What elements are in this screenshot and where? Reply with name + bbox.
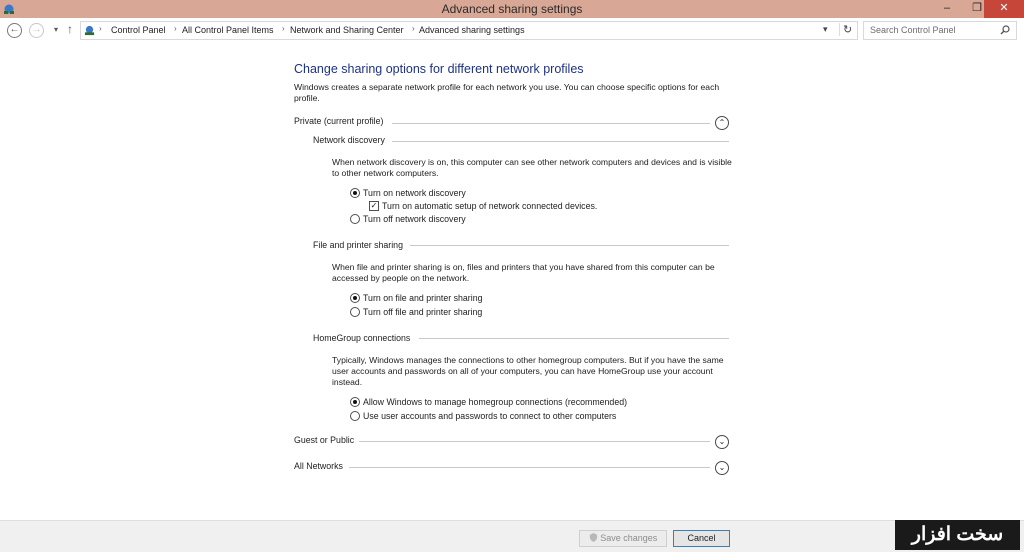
file-sharing-off-label[interactable]: Turn off file and printer sharing <box>363 307 483 317</box>
chevron-down-icon[interactable]: ⌄ <box>715 461 729 475</box>
breadcrumb-network-sharing-center[interactable]: Network and Sharing Center <box>290 25 404 35</box>
homegroup-allow-radio[interactable] <box>350 397 360 407</box>
breadcrumb-separator[interactable]: › <box>412 24 415 33</box>
chevron-up-icon[interactable]: ⌃ <box>715 116 729 130</box>
divider <box>359 441 710 442</box>
maximize-button[interactable]: ❐ <box>972 2 982 14</box>
homegroup-user-label[interactable]: Use user accounts and passwords to connect to other computers <box>363 411 617 421</box>
file-sharing-title: File and printer sharing <box>313 240 403 250</box>
chevron-down-icon[interactable]: ⌄ <box>715 435 729 449</box>
save-changes-button[interactable] <box>579 530 667 547</box>
control-panel-icon <box>84 25 95 36</box>
cancel-button[interactable]: Cancel <box>673 530 730 547</box>
address-bar[interactable] <box>80 21 858 40</box>
guest-public-label[interactable]: Guest or Public <box>294 435 355 445</box>
file-sharing-on-label[interactable]: Turn on file and printer sharing <box>363 293 483 303</box>
shield-icon <box>589 533 598 542</box>
bottom-button-bar <box>0 520 1024 552</box>
all-networks-label[interactable]: All Networks <box>294 461 343 471</box>
minimize-button[interactable]: ‒ <box>943 2 951 14</box>
auto-setup-checkbox[interactable]: ✓ <box>370 201 378 210</box>
breadcrumb-advanced-sharing[interactable]: Advanced sharing settings <box>419 25 525 35</box>
homegroup-title: HomeGroup connections <box>313 333 411 343</box>
breadcrumb-separator[interactable]: › <box>174 24 177 33</box>
search-icon[interactable] <box>1000 25 1010 35</box>
breadcrumb-all-items[interactable]: All Control Panel Items <box>182 25 274 35</box>
file-sharing-on-radio[interactable] <box>350 293 360 303</box>
file-sharing-off-radio[interactable] <box>350 307 360 317</box>
divider <box>410 245 729 246</box>
homegroup-text: Typically, Windows manages the connections to other homegroup computers. But if you have the same user accounts and passwords on all of your computers, you can have HomeGroup use your account instead. <box>332 355 724 387</box>
private-profile-label[interactable]: Private (current profile) <box>294 116 384 126</box>
navigation-bar <box>0 18 1024 42</box>
network-discovery-off-radio[interactable] <box>350 214 360 224</box>
breadcrumb-control-panel[interactable]: Control Panel <box>111 25 166 35</box>
page-description: Windows creates a separate network profile for each network you use. You can choose specific options for each profile. <box>294 82 720 103</box>
network-discovery-text: When network discovery is on, this computer can see other network computers and devices and is visible to other network computers. <box>332 157 732 178</box>
address-dropdown-button[interactable]: ▾ <box>823 24 828 34</box>
forward-button[interactable]: → <box>29 23 44 38</box>
divider <box>392 123 710 124</box>
page-title: Change sharing options for different network profiles <box>294 62 584 76</box>
up-button[interactable]: ↑ <box>67 22 73 36</box>
title-bar <box>0 0 1024 18</box>
network-discovery-on-radio[interactable] <box>350 188 360 198</box>
homegroup-user-radio[interactable] <box>350 411 360 421</box>
homegroup-allow-label[interactable]: Allow Windows to manage homegroup connections (recommended) <box>363 397 628 407</box>
back-button[interactable]: ← <box>7 23 22 38</box>
search-box[interactable] <box>863 21 1017 40</box>
network-discovery-off-label[interactable]: Turn off network discovery <box>363 214 466 224</box>
recent-pages-dropdown[interactable]: ▾ <box>53 25 58 34</box>
breadcrumb-separator: › <box>99 24 102 33</box>
auto-setup-label[interactable]: Turn on automatic setup of network connected devices. <box>382 201 598 211</box>
breadcrumb-separator[interactable]: › <box>282 24 285 33</box>
window-title: Advanced sharing settings <box>441 2 583 16</box>
file-sharing-text: When file and printer sharing is on, files and printers that you have shared from this computer can be accessed by people on the network. <box>332 262 715 283</box>
divider <box>392 141 729 142</box>
divider <box>419 338 729 339</box>
search-input[interactable]: Search Control Panel <box>870 25 956 35</box>
network-discovery-on-label[interactable]: Turn on network discovery <box>363 188 466 198</box>
close-button[interactable]: ✕ <box>984 0 1024 18</box>
network-discovery-title: Network discovery <box>313 135 385 145</box>
refresh-button[interactable]: ↻ <box>839 23 852 36</box>
save-changes-label: Save changes <box>600 533 658 543</box>
divider <box>349 467 710 468</box>
watermark-logo: سخت افزار <box>895 520 1020 550</box>
